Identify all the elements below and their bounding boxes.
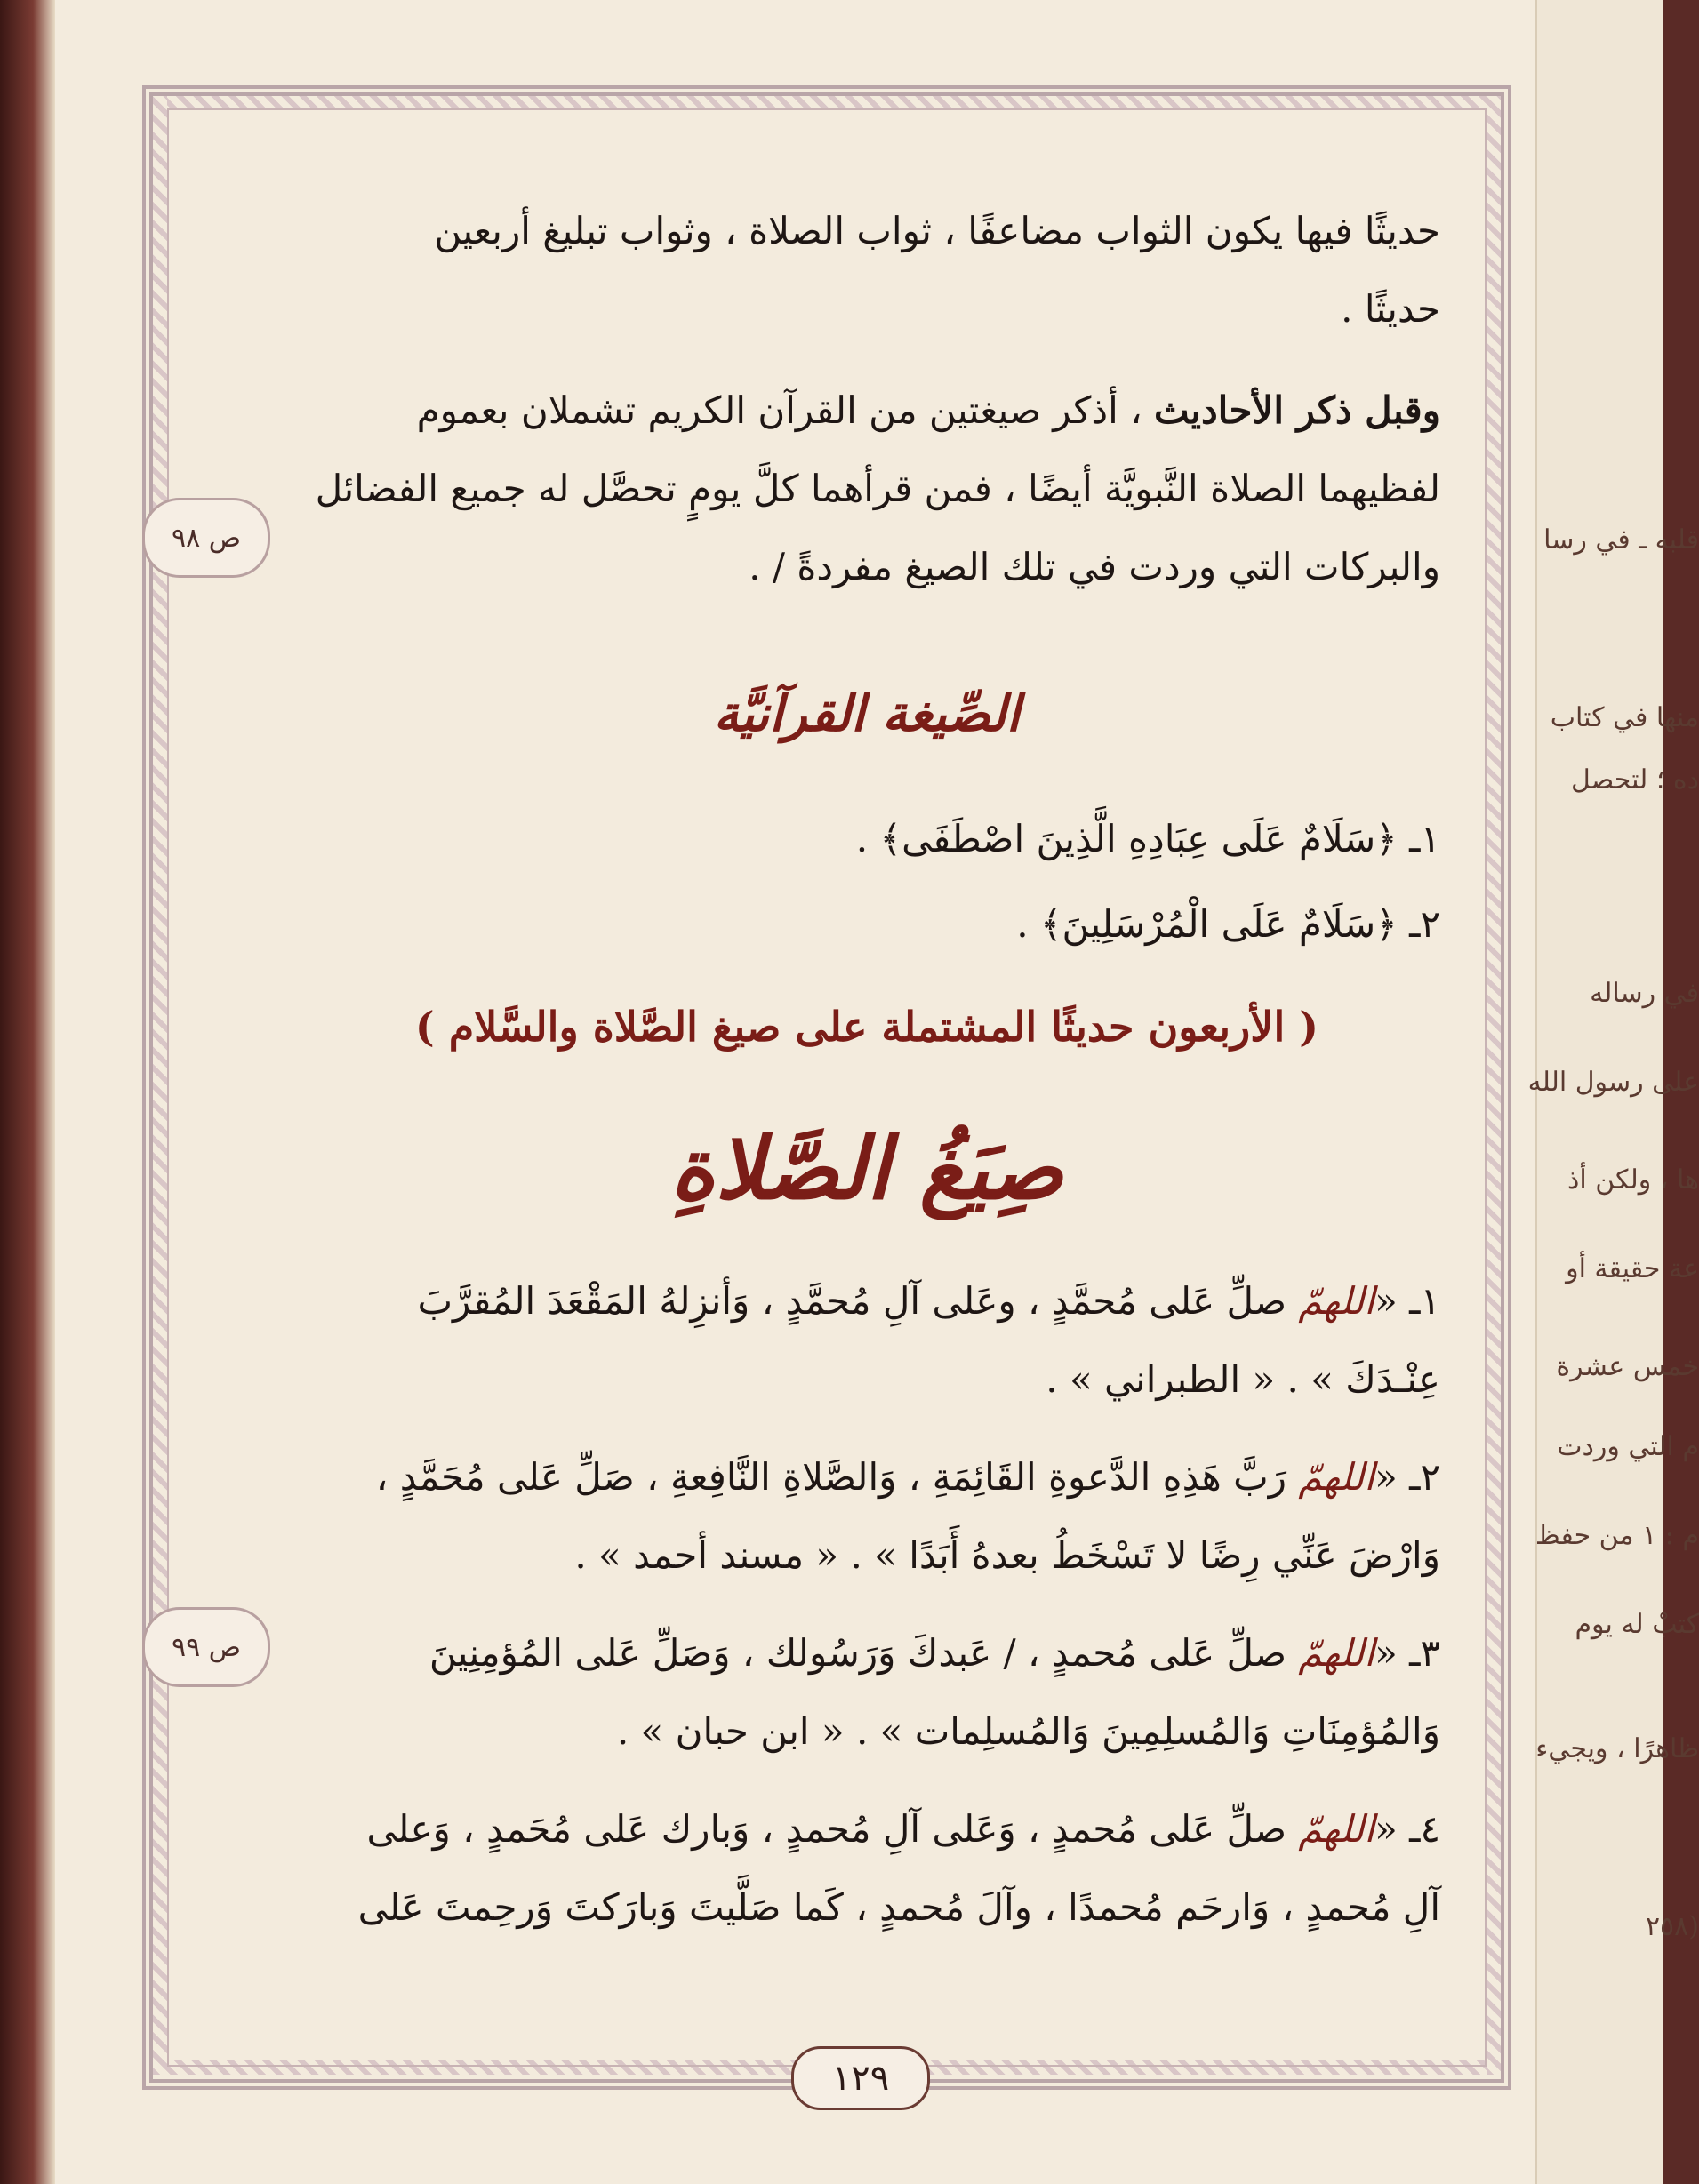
section-title: صِيَغُ الصَّلاةِ — [670, 1118, 1063, 1219]
allahumma-word: اللهمّ — [1298, 1807, 1375, 1851]
allahumma-word: اللهمّ — [1298, 1455, 1375, 1499]
page-number: ١٢٩ — [791, 2046, 930, 2110]
formula-number: ١ـ — [1409, 817, 1440, 860]
margin-page-ref: ص ٩٨ — [142, 498, 270, 578]
facing-page-fragment: م : ١ من حفظ — [1535, 1520, 1699, 1551]
formula-line: وَالمُؤمِنَاتِ وَالمُسلِمِينَ وَالمُسلِمات » . « ابن حبان » . — [616, 1709, 1440, 1753]
text-line — [293, 372, 1440, 450]
facing-page-fragment: في رساله — [1590, 978, 1699, 1009]
facing-page — [1527, 0, 1699, 2184]
text-line: حديثًا فيها يكون الثواب مضاعفًا ، ثواب الصلاة ، وثواب تبليغ أربعين — [434, 209, 1440, 252]
facing-page-fragment: (٢٥٨ — [1645, 1911, 1699, 1942]
formula-text: صلِّ عَلى مُحمدٍ ، وَعَلى آلِ مُحمدٍ ، وَبارك عَلى مُحَمدٍ ، وَعلى — [366, 1807, 1287, 1851]
facing-page-fragment: عة حقيقة أو — [1566, 1253, 1699, 1284]
bold-phrase: وقبل ذكر الأحاديث — [1154, 388, 1440, 432]
text-line: لفظيهما الصلاة النَّبويَّة أيضًا ، فمن قرأهما كلَّ يومٍ تحصَّل له جميع الفضائل — [315, 467, 1440, 510]
margin-page-ref: ص ٩٩ — [142, 1607, 270, 1687]
allahumma-word: اللهمّ — [1298, 1631, 1375, 1675]
quote-mark: « — [1374, 1631, 1398, 1675]
formula-line — [293, 1790, 1440, 1868]
facing-page-fragment: خمس عشرة — [1556, 1351, 1699, 1382]
paragraph — [293, 372, 1440, 606]
paragraph — [293, 192, 1440, 348]
formula-text: ﴿سَلَامٌ عَلَى الْمُرْسَلِينَ﴾ . — [1016, 902, 1398, 946]
facing-page-fragment: ده ؛ لتحصل — [1571, 764, 1699, 796]
book-spine — [0, 0, 55, 2184]
formula-text: ﴿سَلَامٌ عَلَى عِبَادِهِ الَّذِينَ اصْطَفَى﴾ . — [855, 817, 1398, 860]
formula-line — [293, 1614, 1440, 1692]
formula-line — [293, 800, 1440, 878]
salat-formula-list — [293, 1262, 1440, 2044]
facing-page-fragment: كتبْ له يوم — [1575, 1609, 1699, 1640]
facing-page-fragment: منها في كتاب — [1550, 702, 1699, 733]
formula-line — [293, 885, 1440, 964]
quote-mark: « — [1374, 1807, 1398, 1851]
formula-number: ٣ـ — [1409, 1631, 1440, 1675]
text-span: ، أذكر صيغتين من القرآن الكريم تشملان بعموم — [416, 388, 1142, 432]
formula-line — [293, 1262, 1440, 1340]
quote-mark: « — [1374, 1455, 1398, 1499]
text-line: والبركات التي وردت في تلك الصيغ مفردةً / . — [749, 545, 1440, 588]
formula-number: ٢ـ — [1409, 1455, 1440, 1499]
formula-number: ١ـ — [1409, 1279, 1440, 1323]
quote-mark: « — [1374, 1279, 1398, 1323]
facing-page-fragment: قلبه ـ في رسا — [1543, 524, 1699, 556]
facing-page-fragment: على رسول الله — [1527, 1067, 1699, 1098]
formula-line: عِنْـدَكَ » . « الطبراني » . — [1046, 1357, 1440, 1401]
formula-text: صلِّ عَلى مُحمدٍ ، / عَبدكَ وَرَسُولك ، وَصَلِّ عَلى المُؤمِنِينَ — [429, 1631, 1287, 1675]
formula-number: ٢ـ — [1409, 902, 1440, 946]
allahumma-word: اللهمّ — [1298, 1279, 1375, 1323]
formula-line: آلِ مُحمدٍ ، وَارحَم مُحمدًا ، وآلَ مُحمدٍ ، كَما صَلَّيتَ وَبارَكتَ وَرحِمتَ عَلى — [357, 1885, 1440, 1929]
formula-line: وَارْضَ عَنِّي رِضًا لا تَسْخَطُ بعدهُ أَبَدًا » . « مسند أحمد » . — [574, 1533, 1440, 1577]
facing-page-fragment: ظاهرًا ، ويجيء — [1535, 1733, 1699, 1764]
formula-text: صلِّ عَلى مُحمَّدٍ ، وعَلى آلِ مُحمَّدٍ ، وَأنزِلهُ المَقْعَدَ المُقرَّبَ — [417, 1279, 1287, 1323]
formula-text: رَبَّ هَذِهِ الدَّعوةِ القَائِمَةِ ، وَالصَّلاةِ النَّافِعةِ ، صَلِّ عَلى مُحَمَّدٍ ، — [375, 1455, 1287, 1499]
formula-number: ٤ـ — [1409, 1807, 1440, 1851]
formula-line — [293, 1438, 1440, 1516]
subheading: ( الأربعون حديثًا المشتملة على صيغ الصَّلاة والسَّلام ) — [414, 1003, 1319, 1051]
section-heading: الصِّيغة القرآنيَّة — [713, 684, 1021, 743]
text-line: حديثًا . — [1341, 287, 1440, 331]
quran-formula-list — [293, 800, 1440, 956]
facing-page-fragment: ها ، ولكن أذ — [1567, 1164, 1699, 1196]
facing-page-fragment: م التي وردت — [1557, 1431, 1699, 1462]
